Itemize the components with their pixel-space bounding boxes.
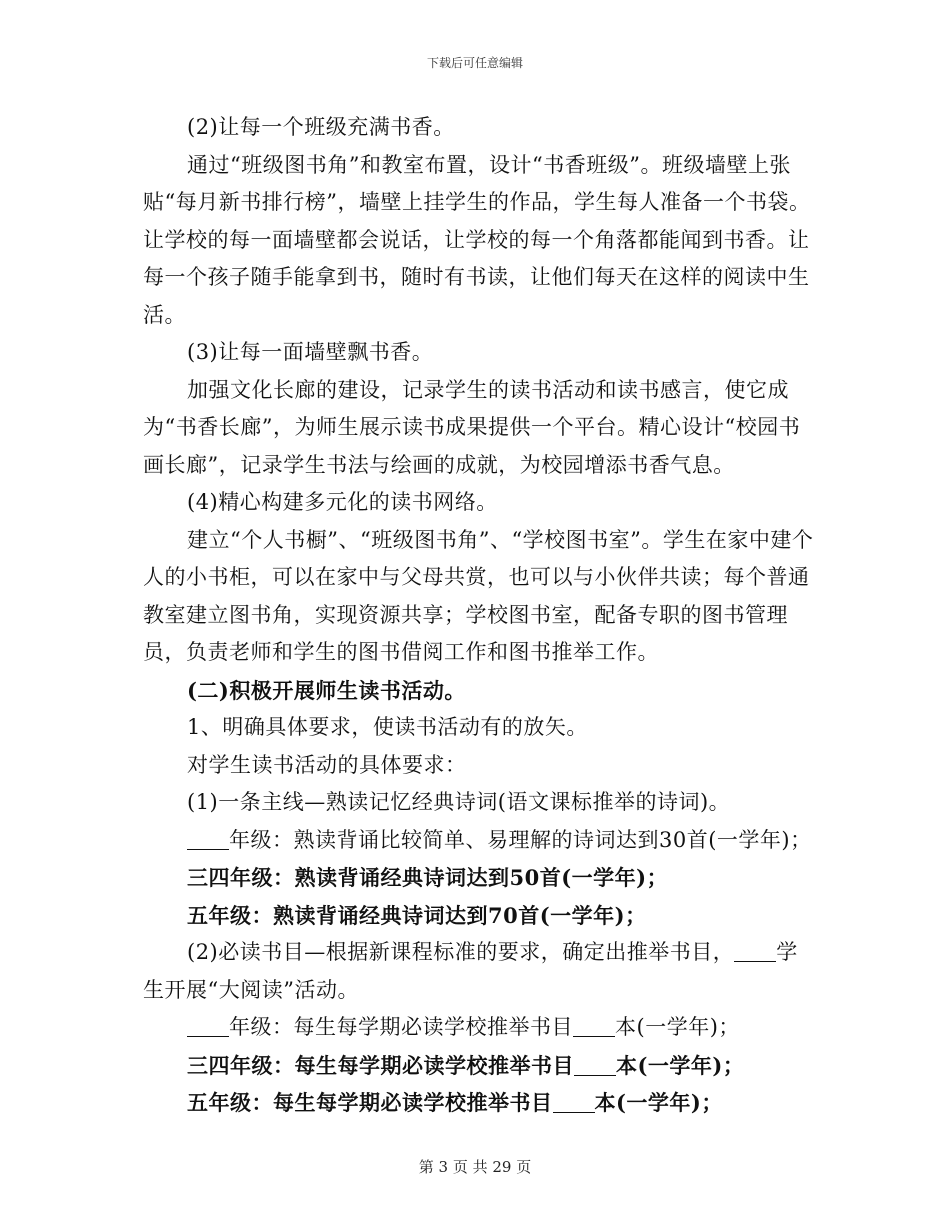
paragraph-culture-corridor: 加强文化长廊的建设，记录学生的读书活动和读书感言，使它成为“书香长廊”，为师生展示读书成果提供一个平台。精心设计“校园书画长廊”，记录学生书法与绘画的成就，为校园增添书香气息。 (143, 377, 801, 477)
paragraph-main-line: (1)一条主线—熟读记忆经典诗词(语文课标推举的诗词)。 (187, 790, 731, 814)
paragraph-grade-blank-poems: 年级：熟读背诵比较简单、易理解的诗词达到30首(一学年)； (143, 822, 815, 860)
paragraph-grade-blank-books: 年级：每生每学期必读学校推举书目 本(一学年)； (143, 1009, 815, 1047)
paragraph-class-library: 通过“班级图书角”和教室布置，设计“书香班级”。班级墙壁上张贴“每月新书排行榜”，墙壁上挂学生的作品，学生每人准备一个书袋。让学校的每一面墙壁都会说话，让学校的每一个角落都能闻到书香。让每一个孩子随手能拿到书，随时有书读，让他们每天在这样的阅读中生活。 (143, 152, 811, 327)
paragraph-2-heading: (2)让每一个班级充满书香。 (187, 115, 455, 139)
fill-blank (553, 1091, 595, 1113)
page-header: 下载后可任意编辑 (426, 56, 523, 70)
paragraph-3-heading: (3)让每一面墙壁飘书香。 (187, 340, 434, 364)
paragraph-required-books: (2)必读书目—根据新课程标准的要求，确定出推举书目， 学生开展“大阅读”活动。 (143, 940, 798, 1002)
paragraph-4-heading: (4)精心构建多元化的读书网络。 (187, 490, 498, 514)
fill-blank (187, 1015, 229, 1037)
paragraph-requirements-title: 1、明确具体要求，使读书活动有的放矢。 (187, 715, 588, 739)
paragraph-grade5-poems: 五年级：熟读背诵经典诗词达到70首(一学年)； (187, 902, 647, 928)
paragraph-reading-network: 建立“个人书橱”、“班级图书角”、“学校图书室”。学生在家中建个人的小书柜，可以在家中与父母共赏，也可以与小伙伴共读；每个普通教室建立图书角，实现资源共享；学校图书室，配备专职的图书管理员，负责老师和学生的图书借阅工作和图书推举工作。 (143, 527, 814, 664)
paragraph-grade5-books: 五年级：每生每学期必读学校推举书目 本(一学年)； (187, 1090, 723, 1115)
section-2-heading: (二)积极开展师生读书活动。 (187, 677, 466, 703)
document-body (143, 109, 815, 1122)
fill-blank (187, 828, 229, 850)
fill-blank (574, 1054, 616, 1076)
fill-blank (573, 1015, 615, 1037)
paragraph-grade34-books: 三四年级：每生每学期必读学校推举书目 本(一学年)； (187, 1052, 745, 1078)
paragraph-student-requirements: 对学生读书活动的具体要求： (187, 752, 467, 777)
page-footer: 第 3 页 共 29 页 (418, 1158, 532, 1176)
paragraph-grade34-poems: 三四年级：熟读背诵经典诗词达到50首(一学年)； (187, 865, 669, 890)
fill-blank (734, 940, 776, 962)
